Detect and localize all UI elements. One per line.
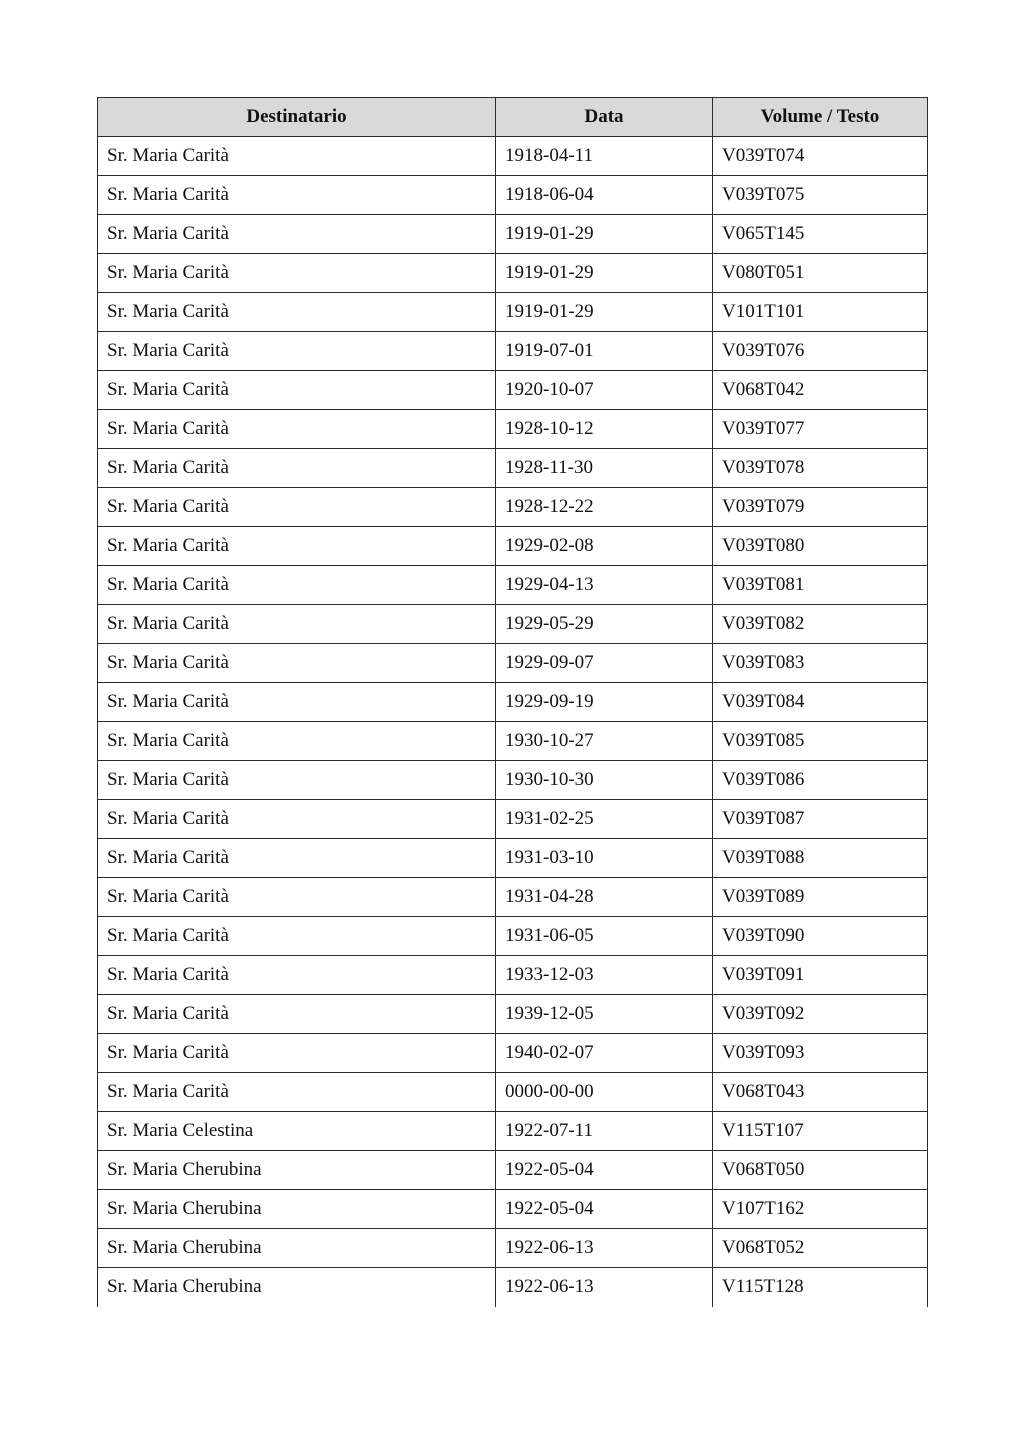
table-row	[98, 254, 928, 293]
table-row	[98, 1268, 928, 1307]
table-row	[98, 488, 928, 527]
cell-volume-testo: V039T086	[713, 761, 928, 800]
cell-data: 1929-09-07	[496, 644, 713, 683]
cell-volume-testo: V039T083	[713, 644, 928, 683]
cell-data: 1919-01-29	[496, 254, 713, 293]
cell-destinatario: Sr. Maria Carità	[98, 215, 496, 254]
table-row	[98, 761, 928, 800]
cell-data: 1929-02-08	[496, 527, 713, 566]
cell-volume-testo: V039T075	[713, 176, 928, 215]
cell-data: 1931-06-05	[496, 917, 713, 956]
cell-volume-testo: V039T090	[713, 917, 928, 956]
cell-destinatario: Sr. Maria Celestina	[98, 1112, 496, 1151]
cell-volume-testo: V068T042	[713, 371, 928, 410]
cell-volume-testo: V039T087	[713, 800, 928, 839]
column-header-volume-testo: Volume / Testo	[713, 98, 928, 137]
table-row	[98, 644, 928, 683]
table-row	[98, 176, 928, 215]
cell-destinatario: Sr. Maria Carità	[98, 644, 496, 683]
cell-volume-testo: V115T128	[713, 1268, 928, 1307]
table-row	[98, 800, 928, 839]
cell-data: 1931-03-10	[496, 839, 713, 878]
cell-data: 1940-02-07	[496, 1034, 713, 1073]
cell-destinatario: Sr. Maria Carità	[98, 254, 496, 293]
cell-data: 1930-10-27	[496, 722, 713, 761]
cell-destinatario: Sr. Maria Carità	[98, 956, 496, 995]
cell-destinatario: Sr. Maria Carità	[98, 1034, 496, 1073]
cell-destinatario: Sr. Maria Carità	[98, 332, 496, 371]
cell-data: 1922-05-04	[496, 1151, 713, 1190]
table-row	[98, 1112, 928, 1151]
table-row	[98, 449, 928, 488]
cell-destinatario: Sr. Maria Carità	[98, 449, 496, 488]
table-row	[98, 839, 928, 878]
table-body	[98, 137, 928, 1307]
cell-data: 1922-05-04	[496, 1190, 713, 1229]
letters-table	[97, 97, 928, 1307]
table-row	[98, 995, 928, 1034]
document-page	[97, 97, 927, 1307]
cell-volume-testo: V039T074	[713, 137, 928, 176]
cell-volume-testo: V039T088	[713, 839, 928, 878]
cell-destinatario: Sr. Maria Cherubina	[98, 1268, 496, 1307]
table-row	[98, 410, 928, 449]
cell-destinatario: Sr. Maria Carità	[98, 176, 496, 215]
cell-destinatario: Sr. Maria Carità	[98, 566, 496, 605]
table-row	[98, 137, 928, 176]
table-row	[98, 527, 928, 566]
cell-volume-testo: V107T162	[713, 1190, 928, 1229]
table-row	[98, 1151, 928, 1190]
table-row	[98, 566, 928, 605]
cell-destinatario: Sr. Maria Cherubina	[98, 1190, 496, 1229]
cell-data: 1928-12-22	[496, 488, 713, 527]
table-row	[98, 1190, 928, 1229]
table-row	[98, 956, 928, 995]
table-row	[98, 1073, 928, 1112]
table-row	[98, 293, 928, 332]
cell-data: 1918-04-11	[496, 137, 713, 176]
cell-data: 1922-07-11	[496, 1112, 713, 1151]
column-header-destinatario: Destinatario	[98, 98, 496, 137]
cell-destinatario: Sr. Maria Cherubina	[98, 1151, 496, 1190]
cell-volume-testo: V039T093	[713, 1034, 928, 1073]
cell-volume-testo: V039T091	[713, 956, 928, 995]
cell-data: 1929-04-13	[496, 566, 713, 605]
table-row	[98, 371, 928, 410]
cell-volume-testo: V039T084	[713, 683, 928, 722]
cell-volume-testo: V039T077	[713, 410, 928, 449]
cell-data: 1930-10-30	[496, 761, 713, 800]
cell-volume-testo: V039T079	[713, 488, 928, 527]
table-row	[98, 917, 928, 956]
cell-data: 1919-01-29	[496, 293, 713, 332]
cell-data: 1929-05-29	[496, 605, 713, 644]
cell-volume-testo: V068T050	[713, 1151, 928, 1190]
cell-volume-testo: V039T089	[713, 878, 928, 917]
cell-data: 0000-00-00	[496, 1073, 713, 1112]
cell-data: 1928-11-30	[496, 449, 713, 488]
cell-volume-testo: V101T101	[713, 293, 928, 332]
cell-destinatario: Sr. Maria Carità	[98, 371, 496, 410]
cell-destinatario: Sr. Maria Cherubina	[98, 1229, 496, 1268]
cell-volume-testo: V039T080	[713, 527, 928, 566]
cell-data: 1928-10-12	[496, 410, 713, 449]
cell-volume-testo: V039T081	[713, 566, 928, 605]
cell-volume-testo: V039T078	[713, 449, 928, 488]
cell-destinatario: Sr. Maria Carità	[98, 527, 496, 566]
table-row	[98, 1229, 928, 1268]
table-row	[98, 878, 928, 917]
table-header	[98, 98, 928, 137]
cell-volume-testo: V080T051	[713, 254, 928, 293]
table-row	[98, 683, 928, 722]
cell-data: 1918-06-04	[496, 176, 713, 215]
table-row	[98, 332, 928, 371]
cell-destinatario: Sr. Maria Carità	[98, 137, 496, 176]
cell-data: 1919-01-29	[496, 215, 713, 254]
header-row	[98, 98, 928, 137]
cell-volume-testo: V039T076	[713, 332, 928, 371]
cell-volume-testo: V115T107	[713, 1112, 928, 1151]
cell-volume-testo: V039T085	[713, 722, 928, 761]
cell-volume-testo: V068T043	[713, 1073, 928, 1112]
cell-volume-testo: V039T082	[713, 605, 928, 644]
cell-data: 1919-07-01	[496, 332, 713, 371]
cell-volume-testo: V068T052	[713, 1229, 928, 1268]
cell-data: 1922-06-13	[496, 1229, 713, 1268]
cell-data: 1933-12-03	[496, 956, 713, 995]
cell-destinatario: Sr. Maria Carità	[98, 683, 496, 722]
cell-destinatario: Sr. Maria Carità	[98, 839, 496, 878]
table-row	[98, 215, 928, 254]
cell-data: 1931-02-25	[496, 800, 713, 839]
column-header-data: Data	[496, 98, 713, 137]
cell-destinatario: Sr. Maria Carità	[98, 917, 496, 956]
cell-data: 1922-06-13	[496, 1268, 713, 1307]
cell-destinatario: Sr. Maria Carità	[98, 1073, 496, 1112]
cell-data: 1939-12-05	[496, 995, 713, 1034]
cell-destinatario: Sr. Maria Carità	[98, 293, 496, 332]
cell-destinatario: Sr. Maria Carità	[98, 605, 496, 644]
cell-volume-testo: V065T145	[713, 215, 928, 254]
cell-data: 1920-10-07	[496, 371, 713, 410]
cell-volume-testo: V039T092	[713, 995, 928, 1034]
cell-destinatario: Sr. Maria Carità	[98, 800, 496, 839]
cell-destinatario: Sr. Maria Carità	[98, 410, 496, 449]
table-row	[98, 1034, 928, 1073]
cell-destinatario: Sr. Maria Carità	[98, 995, 496, 1034]
cell-destinatario: Sr. Maria Carità	[98, 878, 496, 917]
table-row	[98, 605, 928, 644]
table-row	[98, 722, 928, 761]
cell-destinatario: Sr. Maria Carità	[98, 488, 496, 527]
cell-destinatario: Sr. Maria Carità	[98, 761, 496, 800]
cell-data: 1929-09-19	[496, 683, 713, 722]
cell-data: 1931-04-28	[496, 878, 713, 917]
cell-destinatario: Sr. Maria Carità	[98, 722, 496, 761]
